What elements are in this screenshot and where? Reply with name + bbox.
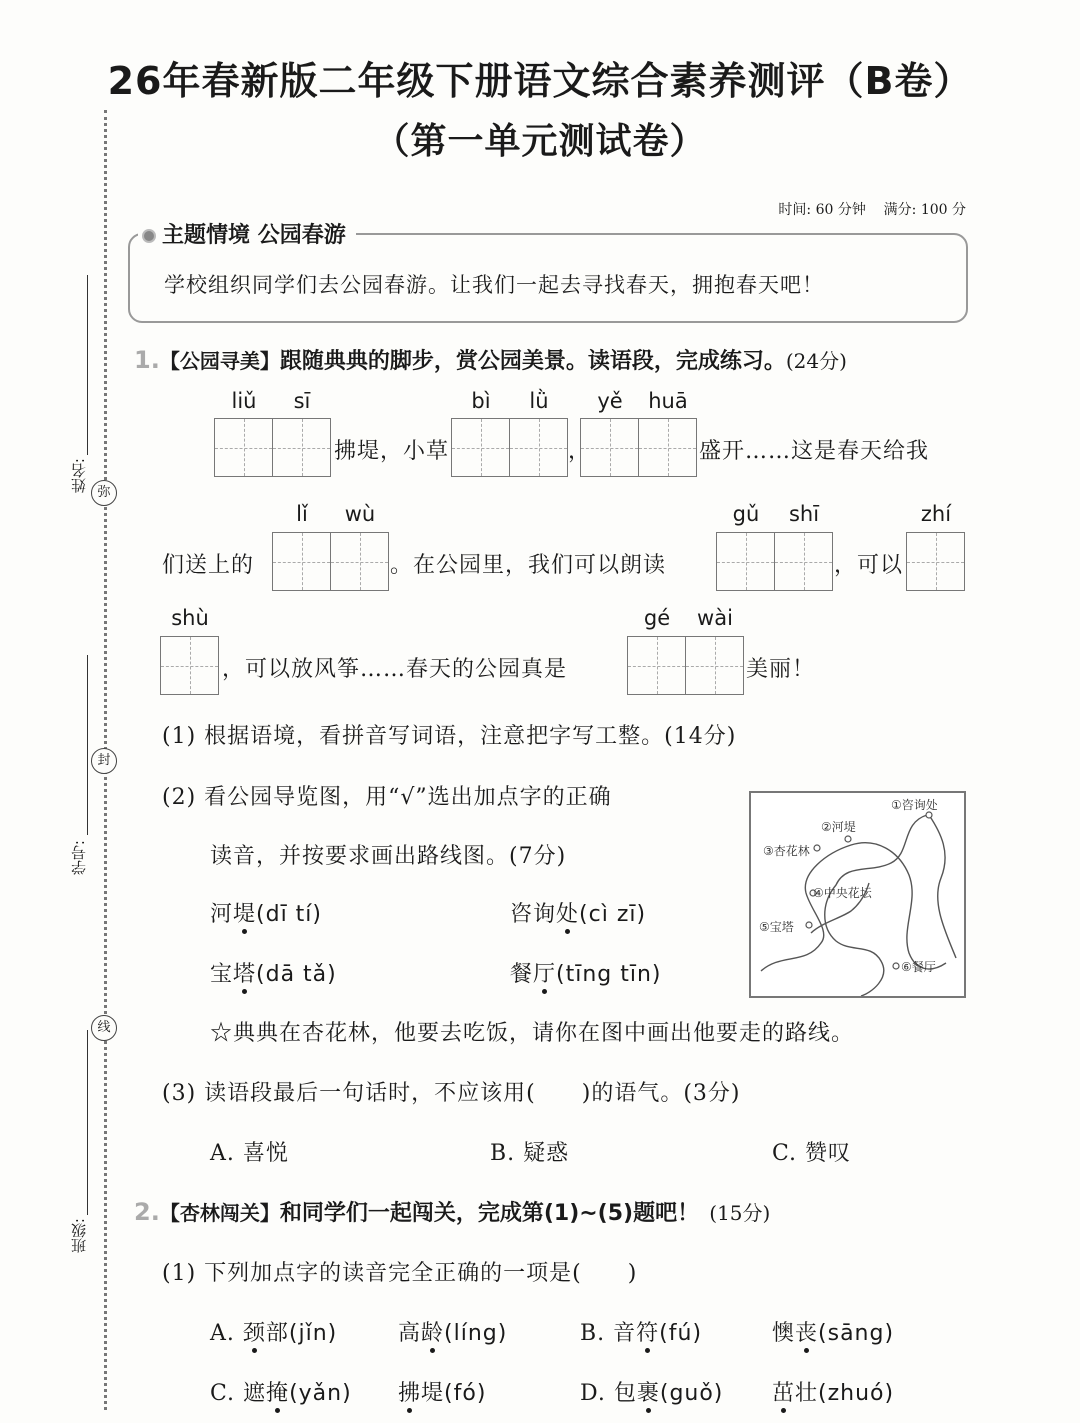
- time-limit: 时间: 60 分钟: [778, 202, 866, 218]
- pinyin: wài: [697, 606, 733, 630]
- option-b[interactable]: B. 疑惑: [490, 1141, 570, 1166]
- q1-tag: 【公园寻美】: [159, 349, 280, 373]
- reading-option[interactable]: 懊丧(sāng): [772, 1321, 895, 1346]
- path-line: [929, 815, 956, 958]
- student-no-line: [87, 655, 88, 835]
- map-label: ②河堤: [821, 820, 856, 834]
- reading-option[interactable]: 高龄(líng): [398, 1321, 508, 1346]
- pinyin-choice[interactable]: 河堤(dī tí): [210, 902, 323, 927]
- q2-prompt: 和同学们一起闯关，完成第(1)~(5)题吧！: [279, 1201, 700, 1226]
- map-label: ④中央花坛: [813, 886, 872, 900]
- seal-mark-feng: 封: [91, 748, 117, 774]
- pinyin-choice[interactable]: 宝塔(dā tǎ): [210, 962, 337, 987]
- q2-tag: 【杏林闯关】: [159, 1201, 280, 1225]
- reading-option[interactable]: 拂堤(fó): [398, 1381, 487, 1406]
- class-line: [87, 1030, 88, 1215]
- theme-label: 主题情境: [162, 223, 251, 248]
- writing-grid[interactable]: [716, 532, 833, 591]
- map-point: [893, 963, 899, 969]
- passage-text: ，可以放风筝……春天的公园真是: [222, 657, 568, 682]
- map-point: [926, 812, 932, 818]
- q2-header: [134, 1196, 770, 1227]
- theme-topic: 公园春游: [257, 223, 346, 248]
- q2-score: (15分): [709, 1201, 771, 1225]
- student-no-label: 学号:: [70, 840, 88, 876]
- option-c[interactable]: C. 赞叹: [772, 1141, 852, 1166]
- page-title: 26年春新版二年级下册语文综合素养测评（B卷）: [107, 59, 973, 103]
- map-point: [806, 922, 812, 928]
- passage-text: 拂堤，小草: [334, 439, 450, 464]
- pinyin-choice[interactable]: 餐厅(tīng tīn): [510, 962, 662, 987]
- pinyin: sī: [293, 389, 311, 413]
- q1-sub2-line1: (2) 看公园导览图，用“√”选出加点字的正确: [162, 785, 612, 810]
- passage-text: ，: [568, 439, 592, 464]
- pinyin: bì: [471, 389, 491, 413]
- pinyin: gé: [643, 606, 671, 630]
- q1-number: 1.: [134, 346, 160, 374]
- pinyin: wù: [344, 502, 376, 526]
- reading-option[interactable]: C. 遮掩(yǎn): [210, 1381, 352, 1406]
- q1-sub1: (1) 根据语境，看拼音写词语，注意把字写工整。(14分): [162, 724, 737, 749]
- pinyin: lǜ: [529, 389, 549, 413]
- writing-grid[interactable]: [451, 418, 568, 477]
- pinyin: liǔ: [231, 389, 257, 413]
- q2-number: 2.: [134, 1198, 160, 1226]
- pinyin: lǐ: [296, 502, 308, 526]
- reading-option[interactable]: D. 包裹(guǒ): [580, 1381, 724, 1406]
- q2-sub1: (1) 下列加点字的读音完全正确的一项是( ): [162, 1261, 638, 1286]
- passage-text: 盛开……这是春天给我: [699, 439, 930, 464]
- page-subtitle: （第一单元测试卷）: [373, 121, 707, 162]
- name-line: [87, 275, 88, 455]
- map-label: ⑥餐厅: [901, 960, 936, 974]
- reading-option[interactable]: A. 颈部(jǐn): [210, 1321, 338, 1346]
- q1-score: (24分): [785, 349, 847, 373]
- seal-mark-mi: 弥: [91, 480, 117, 506]
- star-task: ☆典典在杏花林，他要去吃饭，请你在图中画出他要走的路线。: [210, 1021, 855, 1046]
- passage-text: 们送上的: [162, 553, 255, 578]
- map-point: [814, 845, 820, 851]
- seal-mark-xian: 线: [91, 1015, 117, 1041]
- writing-grid[interactable]: [160, 636, 219, 695]
- pinyin: zhí: [920, 502, 952, 526]
- map-point: [845, 836, 851, 842]
- bullet-icon: [142, 229, 156, 243]
- exam-meta: [760, 199, 966, 219]
- theme-text: 学校组织同学们去公园春游。让我们一起去寻找春天，拥抱春天吧！: [164, 273, 824, 297]
- writing-grid[interactable]: [272, 532, 389, 591]
- map-label: ③杏花林: [763, 844, 810, 858]
- q1-header: [134, 344, 847, 375]
- name-label: 姓名:: [70, 458, 88, 494]
- q1-prompt: 跟随典典的脚步，赏公园美景。读语段，完成练习。: [279, 349, 786, 374]
- q1-sub3: (3) 读语段最后一句话时，不应该用( )的语气。(3分): [162, 1081, 741, 1106]
- q1-sub2-line2: 读音，并按要求画出路线图。(7分): [210, 844, 567, 869]
- passage-text: 美丽！: [746, 657, 816, 682]
- pinyin-choice[interactable]: 咨询处(cì zī): [510, 902, 647, 927]
- pinyin: gǔ: [732, 502, 760, 526]
- class-label: 班级:: [70, 1218, 88, 1254]
- reading-option[interactable]: B. 音符(fú): [580, 1321, 703, 1346]
- pinyin: yě: [597, 389, 623, 413]
- pinyin: huā: [648, 389, 688, 413]
- full-score: 满分: 100 分: [883, 202, 966, 218]
- reading-option[interactable]: 茁壮(zhuó): [772, 1381, 895, 1406]
- theme-header: [138, 218, 356, 249]
- map-label: ⑤宝塔: [759, 920, 794, 934]
- writing-grid[interactable]: [906, 532, 965, 591]
- pinyin: shī: [788, 502, 820, 526]
- park-outline-path: [761, 843, 946, 971]
- writing-grid[interactable]: [627, 636, 744, 695]
- option-a[interactable]: A. 喜悦: [210, 1141, 289, 1166]
- passage-text: 。在公园里，我们可以朗读: [390, 553, 667, 578]
- writing-grid[interactable]: [214, 418, 331, 477]
- park-map[interactable]: [749, 791, 966, 998]
- writing-grid[interactable]: [580, 418, 697, 477]
- map-label: ①咨询处: [891, 798, 938, 812]
- passage-text: ，可以: [834, 553, 904, 578]
- park-map-drawing: [751, 793, 964, 996]
- pinyin: shù: [171, 606, 209, 630]
